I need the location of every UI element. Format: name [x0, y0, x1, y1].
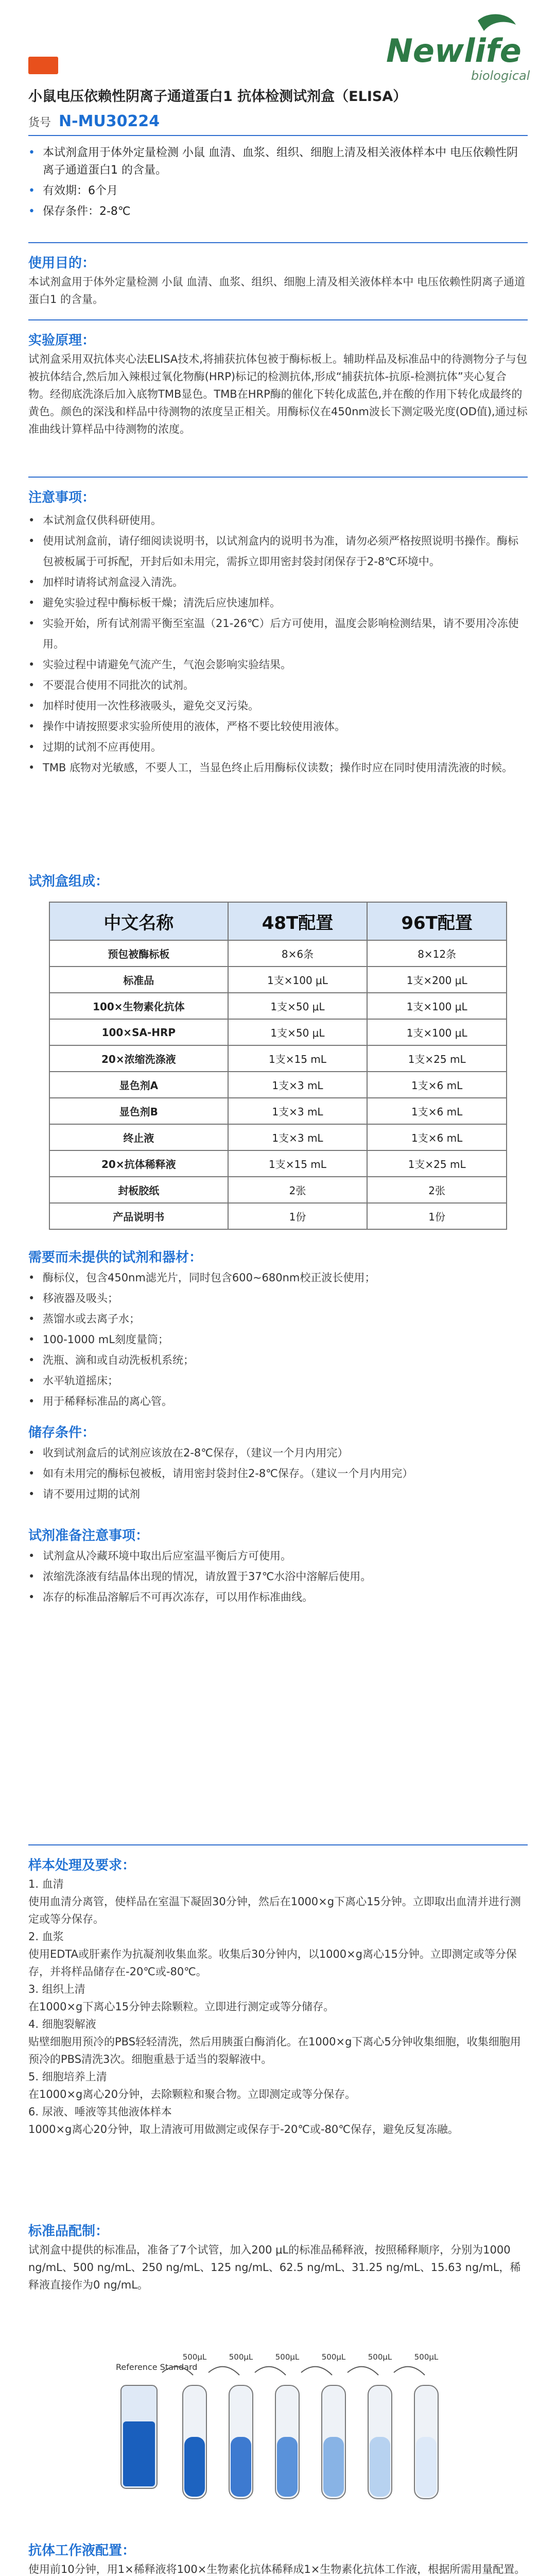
reference-label: Reference Standard: [116, 2362, 198, 2372]
list-item: • 加样时使用一次性移液吸头，避免交叉污染。: [28, 700, 259, 712]
divider: [28, 319, 528, 320]
list-item: • 本试剂盒仅供科研使用。: [28, 514, 162, 527]
table-row: 100×生物素化抗体 1支×50 μL 1支×100 μL: [49, 993, 507, 1019]
table-row: 100×SA-HRP 1支×50 μL 1支×100 μL: [49, 1019, 507, 1045]
tube-volume-label: 500μL: [368, 2352, 392, 2362]
list-item: • 酶标仪，包含450nm滤光片，同时包含600~680nm校正波长使用；: [28, 1272, 376, 1284]
catalog-number: [28, 112, 523, 130]
list-item: • 实验开始，所有试剂需平衡至室温（21-26℃）后方可使用，温度会影响检测结果，请不要用冷冻使用。: [28, 617, 519, 650]
list-item: • 浓缩洗涤液有结晶体出现的情况，请放置于37℃水浴中溶解后使用。: [28, 1570, 372, 1583]
divider: [28, 477, 528, 478]
dilution-tubes: [183, 2385, 438, 2499]
table-row: 显色剂B 1支×3 mL 1支×6 mL: [49, 1098, 507, 1124]
table-header-cell: 48T配置: [228, 902, 368, 940]
catalog-value: N-MU30224: [59, 112, 160, 130]
list-item: • 冻存的标准品溶解后不可再次冻存，可以用作标准曲线。: [28, 1591, 313, 1603]
section-title: 使用目的：: [28, 256, 96, 271]
list-item: • 如有未用完的酶标包被板，请用密封袋封住2-8℃保存。（建议一个月内用完）: [28, 1467, 413, 1480]
brand-color-bar: [28, 57, 58, 74]
tube-volume-labels: [162, 2352, 439, 2375]
list-item: • 操作中请按照要求实验所使用的液体，严格不要比较使用液体。: [28, 720, 345, 733]
transfer-arrow: [394, 2367, 425, 2375]
tube-volume-label: 500μL: [182, 2352, 207, 2362]
section-text: 使用前10分钟，用1×稀释液将100×生物素化抗体稀释成1×生物素化抗体工作液，根据所需用量配置。: [28, 2563, 526, 2575]
transfer-arrow: [255, 2367, 286, 2375]
section-title: 注意事项：: [28, 490, 96, 505]
prep-notes-list: [28, 1546, 528, 1607]
list-item: • 用于稀释标准品的离心管。: [28, 1395, 172, 1408]
list-item: • 试剂盒从冷藏环境中取出后应室温平衡后方可使用。: [28, 1550, 291, 1562]
kit-components-table: [49, 902, 507, 1230]
dilution-tube: [414, 2385, 438, 2499]
section-title: 样本处理及要求：: [28, 1858, 136, 1873]
standard-dilution-illustration: [106, 2339, 466, 2514]
storage-list: [28, 1443, 528, 1504]
list-item: • 过期的试剂不应再使用。: [28, 741, 162, 753]
list-item: • 蒸馏水或去离子水；: [28, 1313, 140, 1325]
dilution-tube: [229, 2385, 253, 2499]
list-item: • 不要混合使用不同批次的试剂。: [28, 679, 194, 691]
divider: [28, 135, 528, 136]
section-title: 标准品配制：: [28, 2224, 109, 2239]
section-text: 试剂盒中提供的标准品，准备了7个试管，加入200 μL的标准品稀释液，按照稀释顺序，分别为1000 ng/mL、500 ng/mL、250 ng/mL、125 ng/mL、62.5 ng/mL、31.25 ng/mL、15.63 ng/mL，稀释液直接作为0 ng/mL。: [28, 2244, 521, 2291]
tube-volume-label: 500μL: [275, 2352, 300, 2362]
tube-volume-label: 500μL: [321, 2352, 346, 2362]
logo-subtitle: biological: [471, 69, 530, 83]
list-item: • 移液器及吸头；: [28, 1292, 118, 1304]
table-row: 20×浓缩洗涤液 1支×15 mL 1支×25 mL: [49, 1045, 507, 1072]
list-item: • 保存条件：2-8℃: [28, 205, 131, 218]
newlife-logo: [381, 10, 535, 88]
section-title: 试剂盒组成：: [28, 874, 109, 889]
section-title: 抗体工作液配置：: [28, 2543, 136, 2558]
list-item: • 实验过程中请避免气流产生，气泡会影响实验结果。: [28, 658, 291, 671]
section-text: 本试剂盒用于体外定量检测 小鼠 血清、血浆、组织、细胞上清及相关液体样本中 电压依赖性阴离子通道蛋白1 的含量。: [28, 276, 526, 306]
table-row: 标准品 1支×100 μL 1支×200 μL: [49, 967, 507, 993]
divider: [28, 1844, 528, 1845]
tube-volume-label: 500μL: [414, 2352, 439, 2362]
transfer-arrow: [301, 2367, 332, 2375]
dilution-tube: [368, 2385, 392, 2499]
section-title: 试剂准备注意事项：: [28, 1528, 149, 1544]
list-item: • 使用试剂盒前，请仔细阅读说明书，以试剂盒内的说明书为准，请勿必须严格按照说明书操作。酶标包被板属于可拆配，开封后如未用完，需拆立即用密封袋封闭保存于2-8℃环境中。: [28, 535, 518, 568]
section-title: 实验原理：: [28, 333, 96, 348]
table-row: 显色剂A 1支×3 mL 1支×6 mL: [49, 1072, 507, 1098]
divider: [28, 242, 528, 243]
table-row: 20×抗体稀释液 1支×15 mL 1支×25 mL: [49, 1150, 507, 1177]
intro-list: [28, 144, 528, 224]
table-row: 终止液 1支×3 mL 1支×6 mL: [49, 1124, 507, 1150]
page-title: 小鼠电压依赖性阴离子通道蛋白1 抗体检测试剂盒（ELISA）: [28, 89, 407, 105]
list-item: • 100-1000 mL刻度量筒；: [28, 1333, 169, 1346]
table-row: 封板胶纸 2张 2张: [49, 1177, 507, 1203]
table-header-row: [49, 902, 507, 940]
reference-bottle: [121, 2385, 157, 2488]
dilution-tube: [275, 2385, 299, 2499]
self-prepare-list: [28, 1267, 528, 1412]
list-item: • 避免实验过程中酶标板干燥；清洗后应快速加样。: [28, 597, 281, 609]
list-item: • 收到试剂盒后的试剂应该放在2-8℃保存，（建议一个月内用完）: [28, 1447, 349, 1459]
transfer-arrow: [348, 2367, 378, 2375]
transfer-arrow: [208, 2367, 239, 2375]
table-header-cell: 中文名称: [49, 902, 228, 940]
dilution-tube: [183, 2385, 206, 2499]
table-header-cell: 96T配置: [367, 902, 507, 940]
list-item: • TMB 底物对光敏感，不要人工，当显色终止后用酶标仪读数；操作时应在同时使用清洗液的时候。: [28, 761, 513, 774]
dilution-tube: [322, 2385, 345, 2499]
table-row: 产品说明书 1份 1份: [49, 1203, 507, 1229]
tube-volume-label: 500μL: [229, 2352, 253, 2362]
section-title: 储存条件：: [28, 1425, 96, 1440]
notes-list: [28, 510, 528, 778]
section-title: 需要而未提供的试剂和器材：: [28, 1250, 203, 1265]
list-item: • 本试剂盒用于体外定量检测 小鼠 血清、血浆、组织、细胞上清及相关液体样本中 电压依赖性阴离子通道蛋白1 的含量。: [28, 146, 518, 177]
logo-text: Newlife: [386, 32, 522, 70]
section-text: 试剂盒采用双抗体夹心法ELISA技术,将捕获抗体包被于酶标板上。辅助样品及标准品中的待测物分子与包被抗体结合,然后加入辣根过氧化物酶(HRP)标记的检测抗体,形成“捕获抗体-抗原-检测抗体”夹心复合物。经彻底洗涤后加入底物TMB显色。TMB在HRP酶的催化下转化成蓝色,并在酸的作用下转化成最终的黄色。颜色的深浅和样品中待测物的浓度呈正相关。用酶标仪在450nm波长下测定吸光度(OD值),通过标准曲线计算样品中待测物的浓度。: [28, 353, 528, 435]
list-item: • 请不要用过期的试剂: [28, 1488, 140, 1500]
list-item: • 洗瓶、滴和或自动洗板机系统；: [28, 1354, 194, 1366]
list-item: • 水平轨道摇床；: [28, 1375, 118, 1387]
table-row: 预包被酶标板 8×6条 8×12条: [49, 940, 507, 967]
list-item: • 有效期：6个月: [28, 184, 118, 197]
list-item: • 加样时请将试剂盒浸入清洗。: [28, 576, 183, 588]
section-text: 1. 血清 使用血清分离管，使样品在室温下凝固30分钟，然后在1000×g下离心15分钟。立即取出血清并进行测定或等分保存。 2. 血浆 使用EDTA或肝素作为抗凝剂收集血浆。收集后30分钟内，以1000×g离心15分钟。立即测定或等分保存，并将样品储存在-20℃或-80℃。 3. 组织上清 在1000×g下离心15分钟去除颗粒。立即进行测定或等分储存。 4. 细胞裂解液 贴壁细胞用预冷的PBS轻轻清洗，然后用胰蛋白酶消化。在1000×g下离心5分钟收集细胞，收集细胞用预冷的PBS清洗3次。细胞重悬于适当的裂解液中。 5. 细胞培养上清 在1000×g离心20分钟，去除颗粒和聚合物。立即测定或等分保存。 6. 尿液、唾液等其他液体样本 1000×g离心20分钟，取上清液可用做测定或保存于-20℃或-80℃保存，避免反复冻融。: [28, 1878, 521, 2136]
catalog-label: 货号: [28, 116, 51, 129]
